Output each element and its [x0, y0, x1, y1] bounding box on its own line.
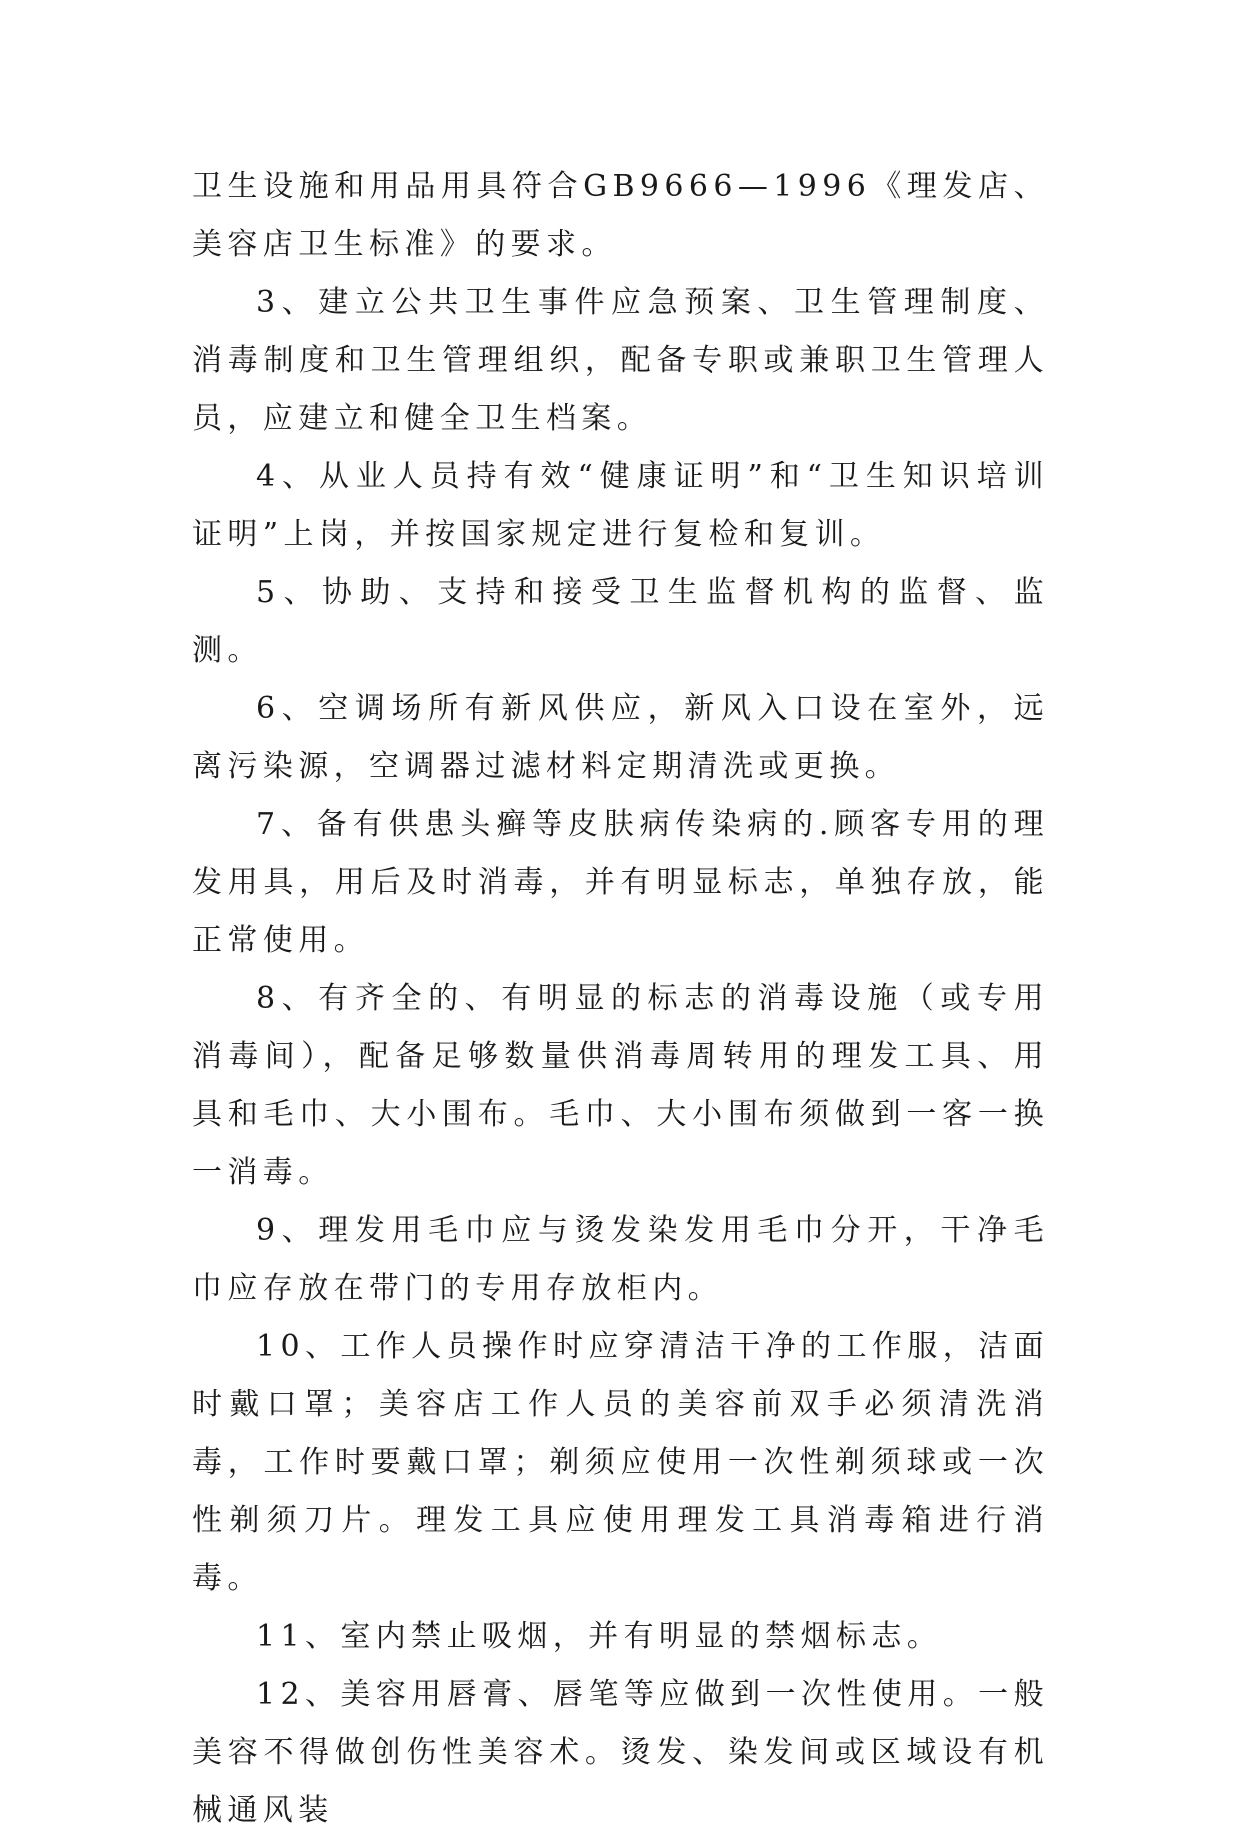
- paragraph-item-4: 4、从业人员持有效“健康证明”和“卫生知识培训证明”上岗，并按国家规定进行复检和复训。: [192, 459, 1049, 552]
- document-body: [192, 158, 1049, 1840]
- paragraph-item-11: 11、室内禁止吸烟，并有明显的禁烟标志。: [256, 1619, 943, 1654]
- paragraph-item-3: 3、建立公共卫生事件应急预案、卫生管理制度、消毒制度和卫生管理组织，配备专职或兼职卫生管理人员，应建立和健全卫生档案。: [192, 285, 1049, 436]
- paragraph-continuation: 卫生设施和用品用具符合GB9666—1996《理发店、美容店卫生标准》的要求。: [192, 169, 1049, 262]
- paragraph-item-6: 6、空调场所有新风供应，新风入口设在室外，远离污染源，空调器过滤材料定期清洗或更换。: [192, 691, 1049, 784]
- paragraph-item-8: 8、有齐全的、有明显的标志的消毒设施（或专用消毒间），配备足够数量供消毒周转用的理发工具、用具和毛巾、大小围布。毛巾、大小围布须做到一客一换一消毒。: [192, 981, 1049, 1190]
- paragraph-item-5: 5、协助、支持和接受卫生监督机构的监督、监测。: [192, 575, 1049, 668]
- paragraph-item-9: 9、理发用毛巾应与烫发染发用毛巾分开，干净毛巾应存放在带门的专用存放柜内。: [192, 1213, 1049, 1306]
- paragraph-item-12: 12、美容用唇膏、唇笔等应做到一次性使用。一般美容不得做创伤性美容术。烫发、染发间或区域设有机械通风装: [192, 1677, 1049, 1828]
- paragraph-item-7: 7、备有供患头癣等皮肤病传染病的.顾客专用的理发用具，用后及时消毒，并有明显标志，单独存放，能正常使用。: [192, 807, 1049, 958]
- paragraph-item-10: 10、工作人员操作时应穿清洁干净的工作服，洁面时戴口罩；美容店工作人员的美容前双手必须清洗消毒，工作时要戴口罩；剃须应使用一次性剃须球或一次性剃须刀片。理发工具应使用理发工具消毒箱进行消毒。: [192, 1329, 1049, 1596]
